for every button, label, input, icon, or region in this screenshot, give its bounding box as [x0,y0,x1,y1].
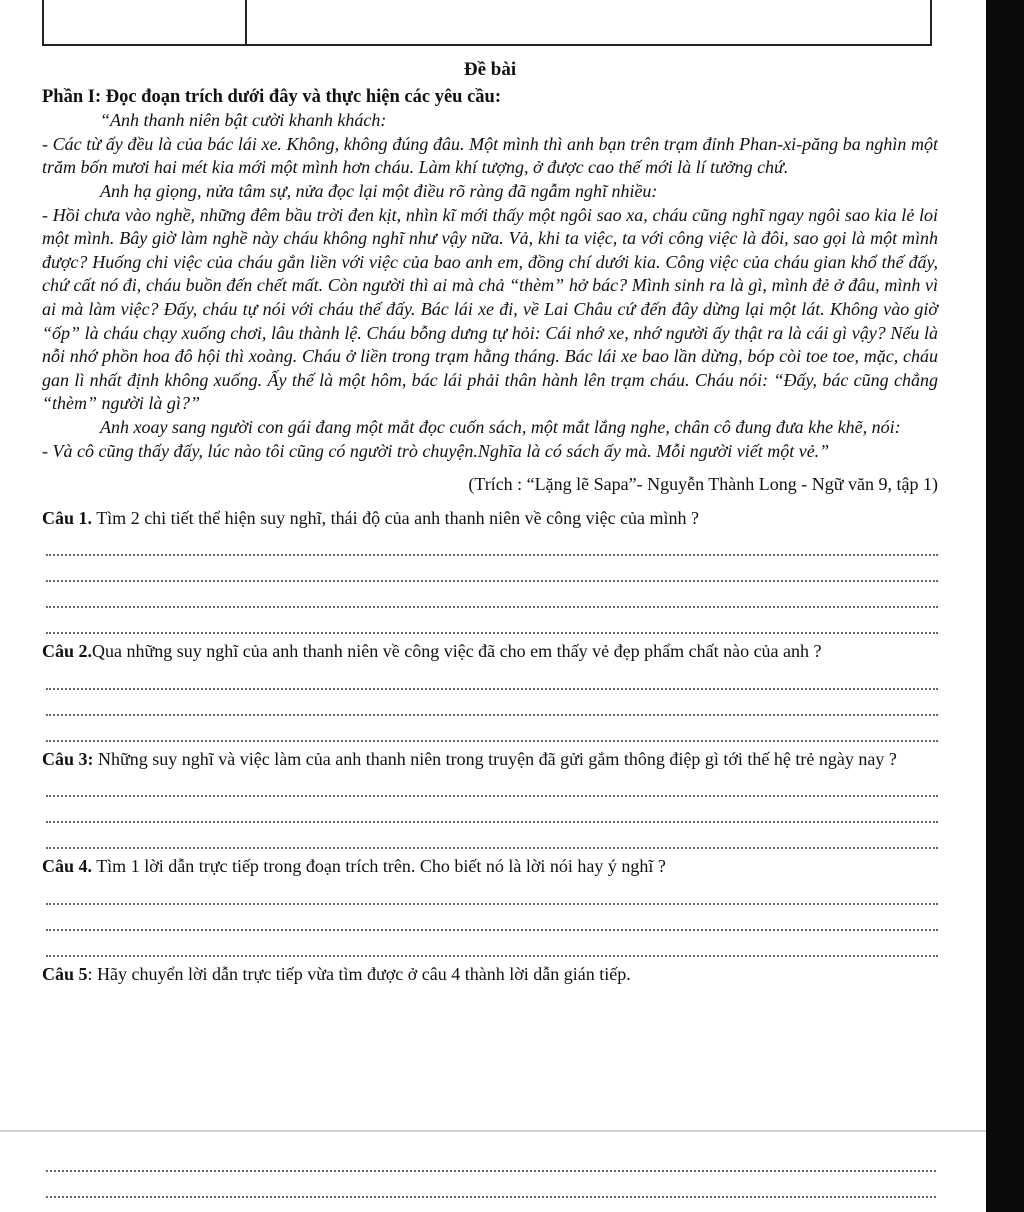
question-label: Câu 3: [42,748,94,769]
answer-line[interactable] [46,716,938,742]
question-label: Câu 5 [42,964,88,985]
question-text: Những suy nghĩ và việc làm của anh thanh niên trong truyện đã gửi gắm thông điệp gì tới thế hệ trẻ ngày nay ? [93,748,897,769]
question-5 [42,963,938,987]
answer-line[interactable] [46,1172,936,1198]
answer-line[interactable] [46,608,938,634]
question-2 [42,640,938,742]
header-table [42,0,932,46]
answer-line[interactable] [46,931,938,957]
page-separator [0,1130,986,1132]
question-label: Câu 1. [42,507,93,528]
header-table-divider [245,0,247,44]
right-edge-strip [986,0,1024,1212]
passage [42,109,938,463]
question-text: : Hãy chuyển lời dẫn trực tiếp vừa tìm được ở câu 4 thành lời dẫn gián tiếp. [87,964,631,985]
question-3 [42,748,938,850]
answer-line[interactable] [46,664,938,690]
passage-paragraph: “Anh thanh niên bật cười khanh khách: [100,110,387,131]
passage-paragraph: Anh hạ giọng, nửa tâm sự, nửa đọc lại một điều rõ ràng đã ngẫm nghĩ nhiều: [100,180,658,201]
answer-line[interactable] [46,582,938,608]
answer-line[interactable] [46,1146,936,1172]
answer-line[interactable] [46,879,938,905]
question-label: Câu 4. [42,856,93,877]
worksheet [42,58,938,987]
question-label: Câu 2. [42,641,93,662]
question-text: Qua những suy nghĩ của anh thanh niên về công việc đã cho em thấy vẻ đẹp phẩm chất nào của anh ? [92,641,822,662]
passage-paragraph: - Hồi chưa vào nghề, những đêm bầu trời đen kịt, nhìn kĩ mới thấy một ngôi sao xa, cháu cũng nghĩ ngay ngôi sao kia lẻ loi một mình. Bây giờ làm nghề này cháu không nghĩ như vậy nữa. Vả, khi ta việc, ta với công việc là đôi, sao gọi là một mình được? Huống chi việc của cháu gắn liền với việc của bao anh em, đồng chí dưới kia. Công việc của cháu gian khổ thế đấy, chứ cất nó đi, cháu buồn đến chết mất. Còn người thì ai mà chả “thèm” hở bác? Mình sinh ra là gì, mình đẻ ở đâu, mình vì ai mà làm việc? Đấy, cháu tự nói với cháu thế đấy. Bác lái xe đi, về Lai Châu cứ đến đây dừng lại một lát. Không vào giờ “ốp” là cháu chạy xuống chơi, lâu thành lệ. Cháu bỗng dưng tự hỏi: Cái nhớ xe, nhớ người ấy thật ra là cái gì vậy? Nếu là nỗi nhớ phồn hoa đô hội thì xoàng. Cháu ở liền trong trạm hằng tháng. Bác lái xe bao lần dừng, bóp còi toe toe, mặc, cháu gan lì nhất định không xuống. Ấy thế là một hôm, bác lái phải thân hành lên trạm cháu. Cháu nói: “Đấy, bác cũng chẳng “thèm” người là gì?” [42,204,938,414]
passage-paragraph: - Các từ ấy đều là của bác lái xe. Không, không đúng đâu. Một mình thì anh bạn trên trạm đỉnh Phan-xi-păng ba nghìn một trăm bốn mươi hai mét kia mới một mình hơn cháu. Làm khí tượng, ở được cao thế mới là lí tưởng chứ. [42,133,938,178]
passage-source: (Trích : “Lặng lẽ Sapa”- Nguyễn Thành Long - Ngữ văn 9, tập 1) [468,474,938,495]
answer-line[interactable] [46,771,938,797]
question-4 [42,855,938,957]
answer-line[interactable] [46,530,938,556]
part-1-heading: Phần I: Đọc đoạn trích dưới đây và thực hiện các yêu cầu: [42,86,501,107]
answer-line[interactable] [46,797,938,823]
passage-paragraph: - Và cô cũng thấy đấy, lúc nào tôi cũng có người trò chuyện.Nghĩa là có sách ấy mà. Mỗi người viết một vẻ.” [42,440,830,461]
page-title: Đề bài [463,59,517,80]
question-text: Tìm 1 lời dẫn trực tiếp trong đoạn trích trên. Cho biết nó là lời nói hay ý nghĩ ? [92,856,666,877]
question-1 [42,507,938,635]
answer-line[interactable] [46,823,938,849]
answer-line[interactable] [46,556,938,582]
answer-line[interactable] [46,905,938,931]
passage-paragraph: Anh xoay sang người con gái đang một mắt đọc cuốn sách, một mắt lắng nghe, chân cô đung đưa khe khẽ, nói: [100,416,901,437]
answer-line[interactable] [46,690,938,716]
question-text: Tìm 2 chi tiết thể hiện suy nghĩ, thái độ của anh thanh niên về công việc của mình ? [92,507,700,528]
